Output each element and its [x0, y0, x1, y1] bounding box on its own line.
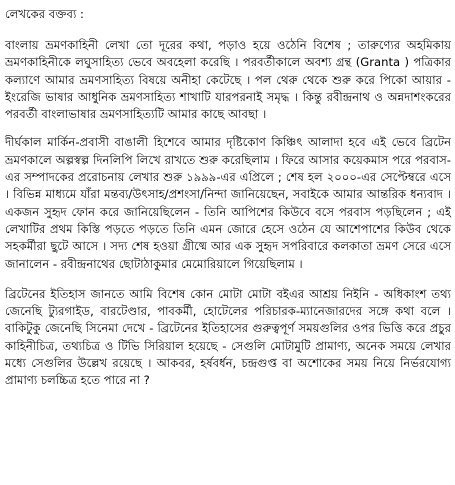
- paragraph-writing-history: দীর্ঘকাল মার্কিন-প্রবাসী বাঙালী হিশেবে আমার দৃষ্টিকোণ কিঞ্চিৎ আলাদা হবে এই ভেবে ব্রিটেন ভ্রমণকালে অল্পস্বল্প দিনলিপি লিখে রাখতে শুরু করেছিলাম । ফিরে আসার কয়েকমাস পরে পরবাস-এর সম্পাদকের প্ররোচনায় লেখার শুরু ১৯৯৯-এর এপ্রিলে ; শেষ হল ২০০০-এর সেপ্টেম্বরে এসে । বিভিন্ন মাধ্যমে যাঁরা মন্তব্য/উৎসাহ/প্রশংসা/নিন্দা জানিয়েছেন, সবাইকে আমার আন্তরিক ধন্যবাদ । একজন সুহৃদ ফোন করে জানিয়েছিলেন - তিনি আপিশের কিউবে বসে পরবাস পড়ছিলেন ; এই লেখাটির প্রথম কিস্তি পড়তে পড়তে তিনি এমন জোরে হেসে ওঠেন যে আশেপাশের কিউব থেকে সহকর্মীরা ছুটে আসে । সদ্য শেষ হওয়া গ্রীষ্মে আর এক সুহৃদ সপরিবারে কলকাতা ভ্রমণ সেরে এসে জানালেন - রবীন্দ্রনাথের ছোটাঠাকুমার মেমোরিয়ালে গিয়েছিলাম ।: [5, 135, 451, 271]
- paragraph-sources: ব্রিটেনের ইতিহাস জানতে আমি বিশেষ কোন মোটা মোটা বইএর আশ্রয় নিইনি - অধিকাংশ তথ্য জেনেছি ট্যুরগাইড, বারটেণ্ডার, পাবকর্মী, হোটেলের পরিচারক-ম্যানেজারদের সঙ্গে কথা বলে । বাকিটুকু জেনেছি সিনেমা দেখে - ব্রিটেনের ইতিহাসের গুরুত্বপূর্ণ সময়গুলির ওপর ভিত্তি করে প্রচুর কাহিনীচিত্র, তথ্যচিত্র ও টিভি সিরিয়াল হয়েছে - সেগুলি মোটামুটি প্রামাণ্য, অনেক সময়ে লেখার মধ্যে সেগুলির উল্লেখ রয়েছে । আকবর, হর্ষবর্ধন, চন্দ্রগুপ্ত বা অশোকের সময় নিয়ে নির্ভরযোগ্য প্রামাণ্য চলচ্চিত্র হতে পারে না ?: [5, 286, 451, 388]
- document-heading: লেখকের বক্তব্য :: [5, 7, 84, 21]
- paragraph-intro: বাংলায় ভ্রমণকাহিনী লেখা তো দূরের কথা, পড়াও হয়ে ওঠেনি বিশেষ ; তারুণ্যের অহমিকায় ভ্রমণকাহিনীকে লঘুসাহিত্য ভেবে অবহেলা করেছি । পরবর্তীকালে অবশ্য গ্রন্থ (Granta ) পত্রিকার কল্যাণে আমার ভ্রমণসাহিত্য বিষয়ে অনীহা কেটেছে । পল থেরু থেকে শুরু করে পিকো আয়ার - ইংরেজি ভাষার আধুনিক ভ্রমণসাহিত্য শাখাটি যারপরনাই সমৃদ্ধ । কিন্তু রবীন্দ্রনাথ ও অন্নদাশংকরের পরবর্তী বাংলাভাষার ভ্রমণসাহিত্যটি আমার কাছে আবছা ।: [5, 38, 451, 122]
